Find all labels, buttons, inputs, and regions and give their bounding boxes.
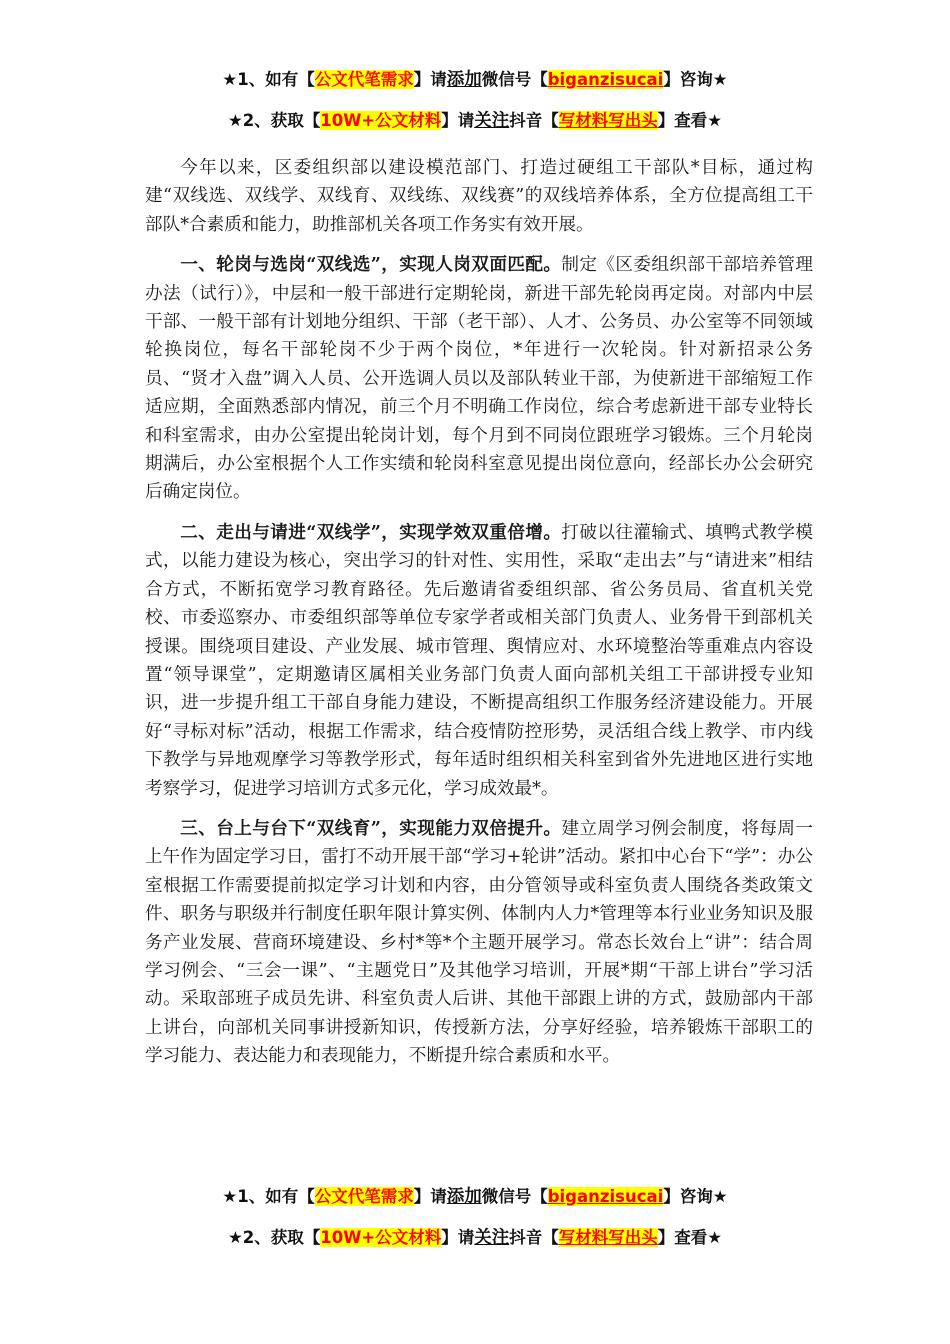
section-paragraph xyxy=(145,815,813,1071)
banner-text: 】请 xyxy=(441,111,475,130)
bottom-banner-line-1 xyxy=(0,1186,950,1208)
underlined-action: 关注 xyxy=(474,111,510,131)
section-heading: 三、台上与台下“双线育”，实现能力双倍提升。 xyxy=(180,817,562,839)
wechat-id-link[interactable]: biganzisucai xyxy=(547,1187,664,1206)
highlight-service: 公文代笔需求 xyxy=(314,1187,414,1206)
banner-text: 】咨询★ xyxy=(663,70,728,89)
banner-text: 】请 xyxy=(413,70,447,89)
top-banner-line-2 xyxy=(0,110,950,132)
banner-text: ★2、获取【 xyxy=(227,111,321,130)
banner-text: 微信号【 xyxy=(481,1187,548,1206)
underlined-action: 添加 xyxy=(446,1187,482,1207)
banner-text: 】请 xyxy=(413,1187,447,1206)
intro-paragraph: 今年以来，区委组织部以建设模范部门、打造过硬组工干部队*目标，通过构建“双线选、双线学、双线育、双线练、双线赛”的双线培养体系，全方位提高组工干部队*合素质和能力，助推部机关各项工作务实有效开展。 xyxy=(145,158,813,235)
section-body: 制定《区委组织部干部培养管理办法（试行）》，中层和一般干部进行定期轮岗，新进干部先轮岗再定岗。对部内中层干部、一般干部有计划地分组织、干部（老干部）、人才、公务员、办公室等不同领域轮换岗位，每名干部轮岗不少于两个岗位，*年进行一次轮岗。针对新招录公务员、“贤才入盘”调入人员、公开选调人员以及部队转业干部，为使新进干部缩短工作适应期，全面熟悉部内情况，前三个月不明确工作岗位，综合考虑新进干部专业特长和科室需求，由办公室提出轮岗计划，每个月到不同岗位跟班学习锻炼。三个月轮岗期满后，办公室根据个人工作实绩和轮岗科室意见提出岗位意向，经部长办公会研究后确定岗位。 xyxy=(145,255,813,503)
underlined-action: 关注 xyxy=(474,1228,510,1248)
highlight-material: 10W+公文材料 xyxy=(320,111,442,130)
highlight-material: 10W+公文材料 xyxy=(320,1228,442,1247)
banner-text: 】请 xyxy=(441,1228,475,1247)
highlight-service: 公文代笔需求 xyxy=(314,70,414,89)
banner-text: ★1、如有【 xyxy=(222,1187,315,1206)
section-body: 建立周学习例会制度，将每周一上午作为固定学习日，雷打不动开展干部“学习+轮讲”活动。紧扣中心台下“学”：办公室根据工作需要提前拟定学习计划和内容，由分管领导或科室负责人围绕各类政策文件、职务与职级并行制度任职年限计算实例、体制内人力*管理等本行业业务知识及服务产业发展、营商环境建设、乡村*等*个主题开展学习。常态长效台上“讲”：结合周学习例会、“三会一课”、“主题党日”及其他学习培训，开展*期“干部上讲台”学习活动。采取部班子成员先讲、科室负责人后讲、其他干部跟上讲的方式，鼓励部内干部上讲台，向部机关同事讲授新知识，传授新方法，分享好经验，培养锻炼干部职工的学习能力、表达能力和表现能力，不断提升综合素质和水平。 xyxy=(145,818,813,1067)
banner-text: ★1、如有【 xyxy=(222,70,315,89)
section-heading: 一、轮岗与选岗“双线选”，实现人岗双面匹配。 xyxy=(180,254,562,276)
section-body: 打破以往灌输式、填鸭式教学模式，以能力建设为核心，突出学习的针对性、实用性，采取“走出去”与“请进来”相结合方式，不断拓宽学习教育路径。先后邀请省委组织部、省公务员局、省直机关党校、市委巡察办、市委组织部等单位专家学者或相关部门负责人、业务骨干到部机关授课。围绕项目建设、产业发展、城市管理、舆情应对、水环境整治等重难点内容设置“领导课堂”，定期邀请区属相关业务部门负责人面向部机关组工干部讲授专业知识，进一步提升组工干部自身能力建设，不断提高组织工作服务经济建设能力。开展好“寻标对标”活动，根据工作需求，结合疫情防控形势，灵活组合线上教学、市内线下教学与异地观摩学习等教学形式，每年适时组织相关科室到省外先进地区进行实地考察学习，促进学习培训方式多元化，学习成效最*。 xyxy=(145,522,813,799)
bottom-banner-line-2 xyxy=(0,1227,950,1249)
top-banner-line-1 xyxy=(0,69,950,91)
banner-text: 】咨询★ xyxy=(663,1187,728,1206)
banner-text: 抖音【 xyxy=(509,1228,559,1247)
banner-text: 】查看★ xyxy=(657,111,723,130)
douyin-account-link[interactable]: 写材料写出头 xyxy=(558,1228,658,1247)
section-paragraph xyxy=(145,519,813,803)
section-heading: 二、走出与请进“双线学”，实现学效双重倍增。 xyxy=(180,521,562,543)
underlined-action: 添加 xyxy=(446,70,482,90)
banner-text: ★2、获取【 xyxy=(227,1228,321,1247)
wechat-id-link[interactable]: biganzisucai xyxy=(547,70,664,89)
banner-text: 】查看★ xyxy=(657,1228,723,1247)
document-body xyxy=(145,154,813,1083)
banner-text: 抖音【 xyxy=(509,111,559,130)
banner-text: 微信号【 xyxy=(481,70,548,89)
section-paragraph xyxy=(145,251,813,507)
douyin-account-link[interactable]: 写材料写出头 xyxy=(558,111,658,130)
